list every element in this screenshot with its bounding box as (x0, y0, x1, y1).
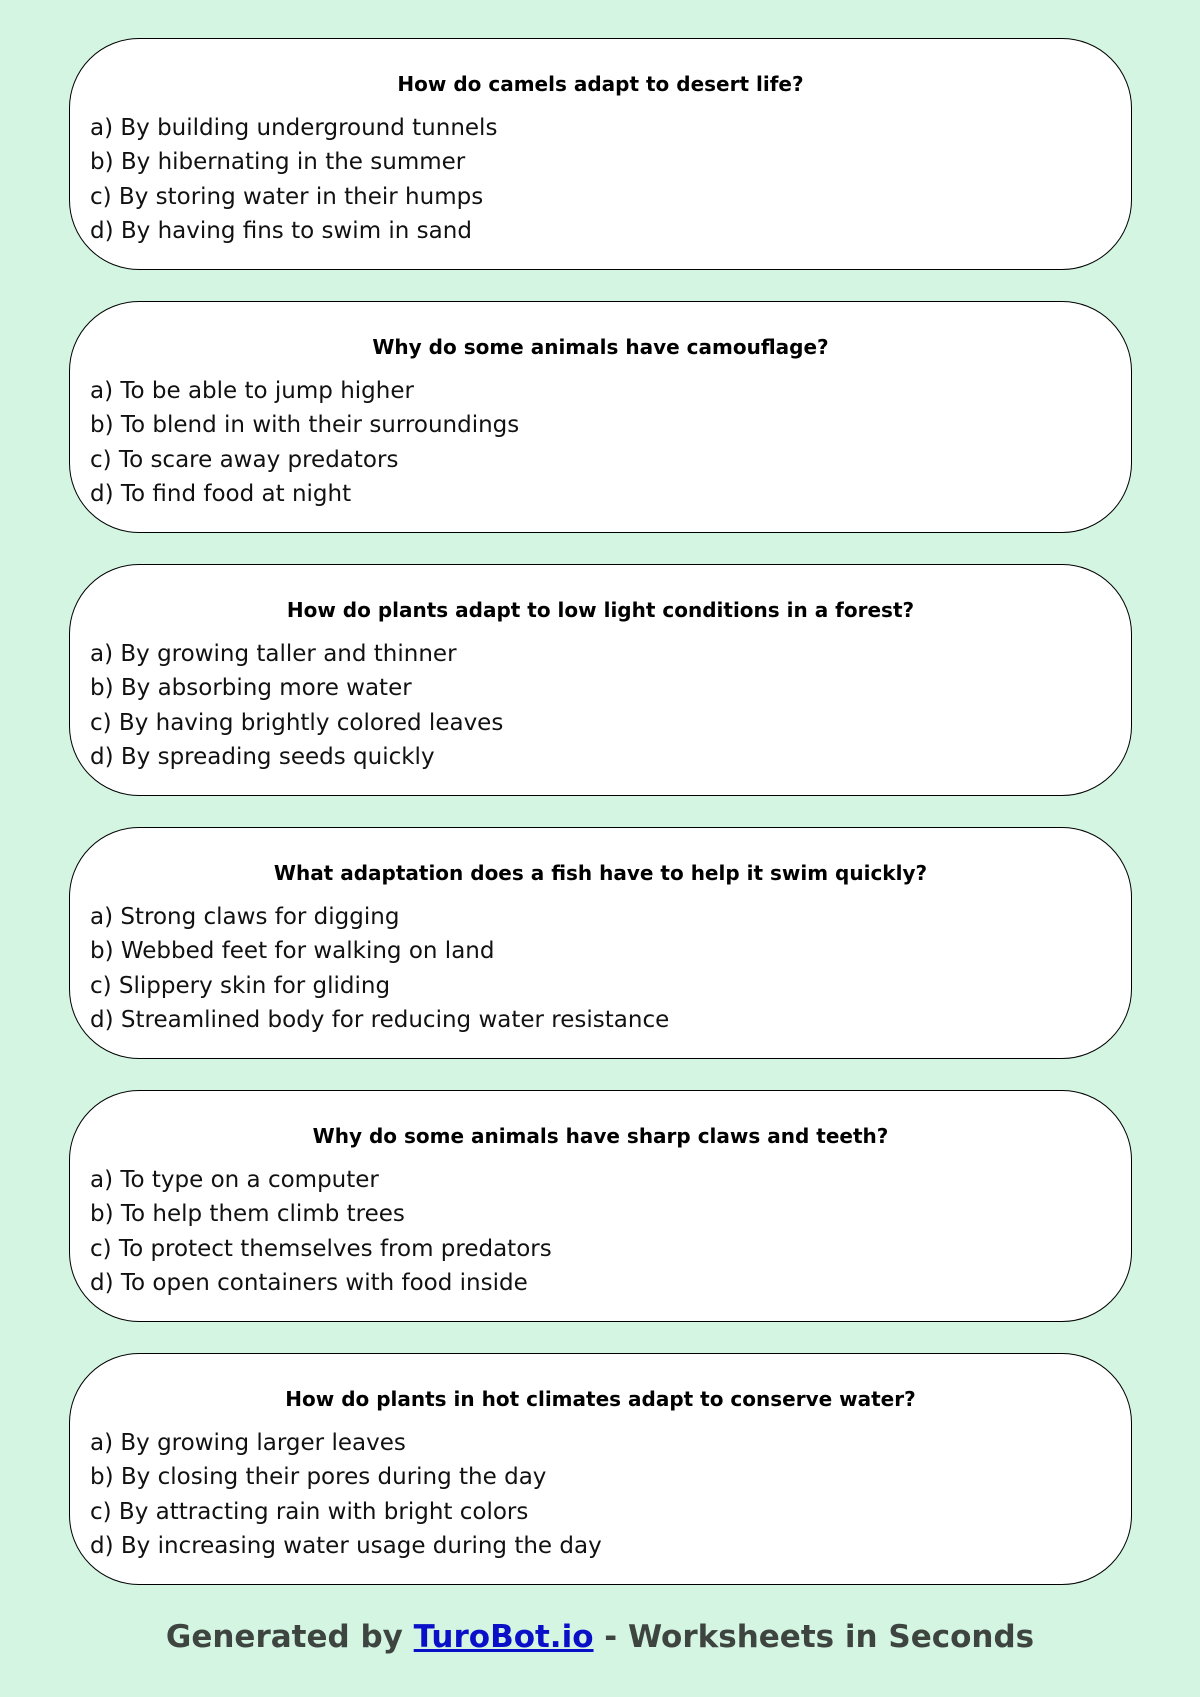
answer-option: a) By growing larger leaves (90, 1430, 406, 1456)
question-text: How do plants in hot climates adapt to conserve water? (285, 1387, 916, 1411)
question-card (69, 38, 1132, 270)
turobot-link[interactable]: TuroBot.io (413, 1619, 594, 1655)
question-text: How do plants adapt to low light conditions in a forest? (286, 598, 915, 622)
question-card (69, 1090, 1132, 1322)
question-text: Why do some animals have camouflage? (372, 335, 829, 359)
answer-option: a) By building underground tunnels (90, 115, 498, 141)
answer-option: c) By attracting rain with bright colors (90, 1498, 529, 1525)
answer-options (90, 1163, 1111, 1300)
answer-option: d) By spreading seeds quickly (90, 743, 435, 770)
answer-option: b) By hibernating in the summer (90, 149, 466, 176)
answer-option: a) Strong claws for digging (90, 904, 400, 930)
answer-option: b) By closing their pores during the day (90, 1464, 547, 1491)
answer-option: c) To scare away predators (90, 446, 399, 473)
answer-option: c) By storing water in their humps (90, 183, 484, 210)
question-card (69, 827, 1132, 1059)
question-text: What adaptation does a fish have to help it swim quickly? (273, 861, 928, 885)
answer-option: d) To find food at night (90, 480, 352, 507)
answer-option: d) By having fins to swim in sand (90, 217, 472, 244)
answer-option: b) To help them climb trees (90, 1201, 405, 1228)
question-card (69, 564, 1132, 796)
footer-credit (0, 1617, 1200, 1657)
answer-options (90, 900, 1111, 1037)
answer-option: c) By having brightly colored leaves (90, 709, 504, 736)
answer-options (90, 637, 1111, 774)
answer-option: a) To be able to jump higher (90, 378, 414, 404)
answer-options (90, 374, 1111, 511)
answer-option: d) Streamlined body for reducing water resistance (90, 1006, 670, 1033)
question-card (69, 301, 1132, 533)
answer-options (90, 1426, 1111, 1563)
answer-option: d) To open containers with food inside (90, 1269, 528, 1296)
footer-suffix: - Worksheets in Seconds (593, 1619, 1035, 1655)
answer-option: a) By growing taller and thinner (90, 641, 457, 667)
answer-option: b) Webbed feet for walking on land (90, 938, 495, 965)
answer-options (90, 111, 1111, 248)
answer-option: b) By absorbing more water (90, 675, 412, 702)
answer-option: d) By increasing water usage during the day (90, 1532, 602, 1559)
question-text: Why do some animals have sharp claws and teeth? (312, 1124, 889, 1148)
answer-option: c) To protect themselves from predators (90, 1235, 552, 1262)
answer-option: a) To type on a computer (90, 1167, 379, 1193)
question-text: How do camels adapt to desert life? (397, 72, 804, 96)
answer-option: c) Slippery skin for gliding (90, 972, 391, 999)
worksheet-question-list (69, 38, 1132, 1616)
footer-prefix: Generated by (165, 1619, 414, 1655)
question-card (69, 1353, 1132, 1585)
answer-option: b) To blend in with their surroundings (90, 412, 520, 439)
